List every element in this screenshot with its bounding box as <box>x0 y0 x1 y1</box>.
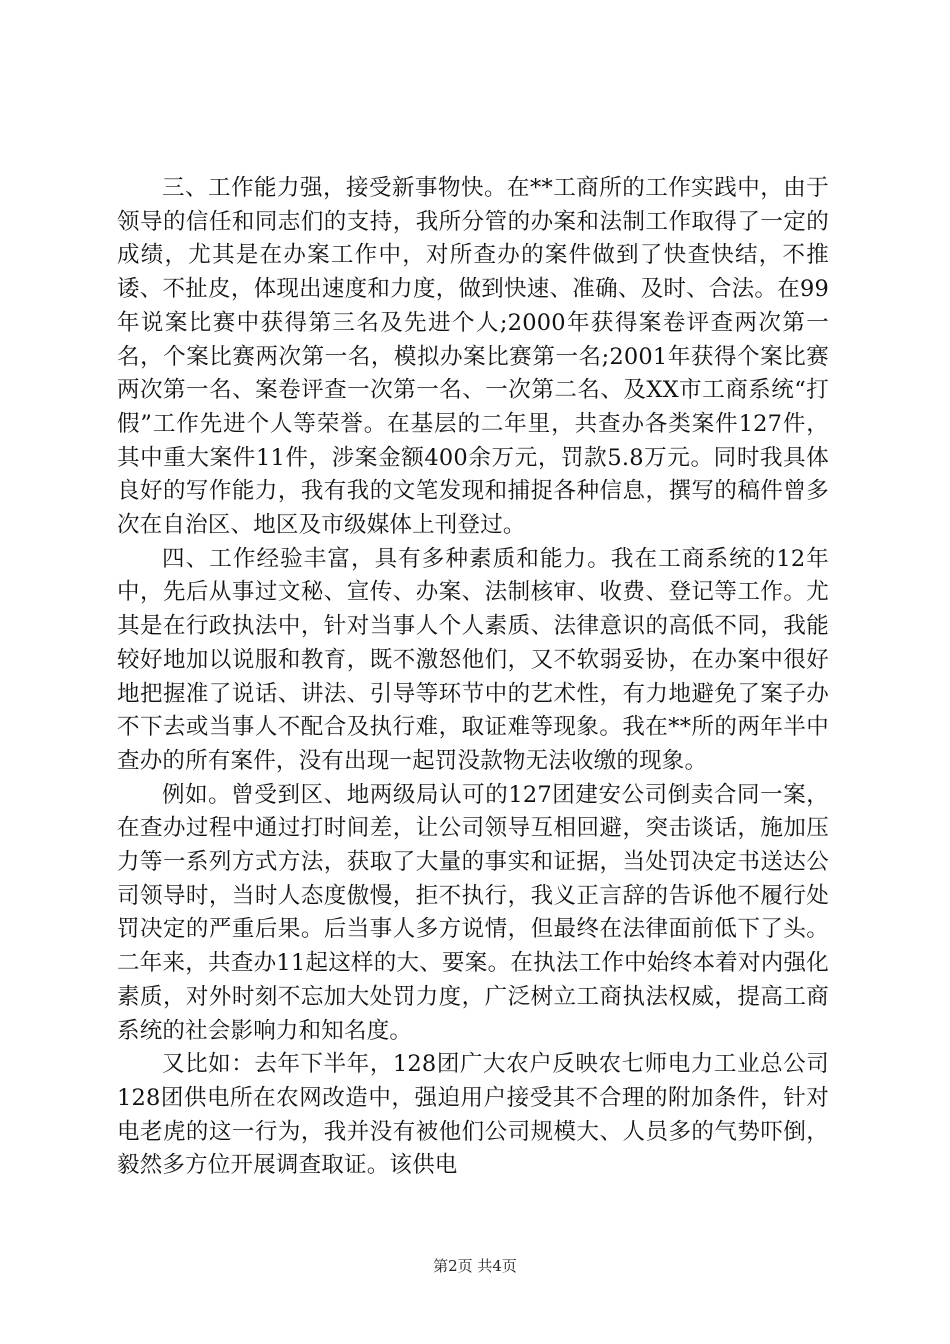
paragraph-2: 四、工作经验丰富，具有多种素质和能力。我在工商系统的12年中，先后从事过文秘、宣传、办案、法制核审、收费、登记等工作。尤其是在行政执法中，针对当事人个人素质、法律意识的高低不同，我能较好地加以说服和教育，既不激怒他们，又不软弱妥协，在办案中很好地把握准了说话、讲法、引导等环节中的艺术性，有力地避免了案子办不下去或当事人不配合及执行难，取证难等现象。我在**所的两年半中查办的所有案件，没有出现一起罚没款物无法收缴的现象。 <box>117 545 829 774</box>
page-footer: 第2页 共4页 <box>433 1257 517 1275</box>
paragraph-3: 例如。曾受到区、地两级局认可的127团建安公司倒卖合同一案，在查办过程中通过打时间差，让公司领导互相回避，突击谈话，施加压力等一系列方式方法，获取了大量的事实和证据，当处罚决定书送达公司领导时，当时人态度傲慢，拒不执行，我义正言辞的告诉他不履行处罚决定的严重后果。后当事人多方说情，但最终在法律面前低下了头。二年来，共查办11起这样的大、要案。在执法工作中始终本着对内强化素质，对外时刻不忘加大处罚力度，广泛树立工商执法权威，提高工商系统的社会影响力和知名度。 <box>117 781 829 1044</box>
document-body <box>117 172 829 1183</box>
paragraph-4: 又比如：去年下半年，128团广大农户反映农七师电力工业总公司128团供电所在农网改造中，强迫用户接受其不合理的附加条件，针对电老虎的这一行为，我并没有被他们公司规模大、人员多的气势吓倒，毅然多方位开展调查取证。该供电 <box>117 1051 829 1179</box>
paragraph-1: 三、工作能力强，接受新事物快。在**工商所的工作实践中，由于领导的信任和同志们的支持，我所分管的办案和法制工作取得了一定的成绩，尤其是在办案工作中，对所查办的案件做到了快查快结，不推诿、不扯皮，体现出速度和力度，做到快速、准确、及时、合法。在99年说案比赛中获得第三名及先进个人;2000年获得案卷评查两次第一名，个案比赛两次第一名，模拟办案比赛第一名;2001年获得个案比赛两次第一名、案卷评查一次第一名、一次第二名、及XX市工商系统“打假”工作先进个人等荣誉。在基层的二年里，共查办各类案件127件，其中重大案件11件，涉案金额400余万元，罚款5.8万元。同时我具体良好的写作能力，我有我的文笔发现和捕捉各种信息，撰写的稿件曾多次在自治区、地区及市级媒体上刊登过。 <box>117 175 829 539</box>
